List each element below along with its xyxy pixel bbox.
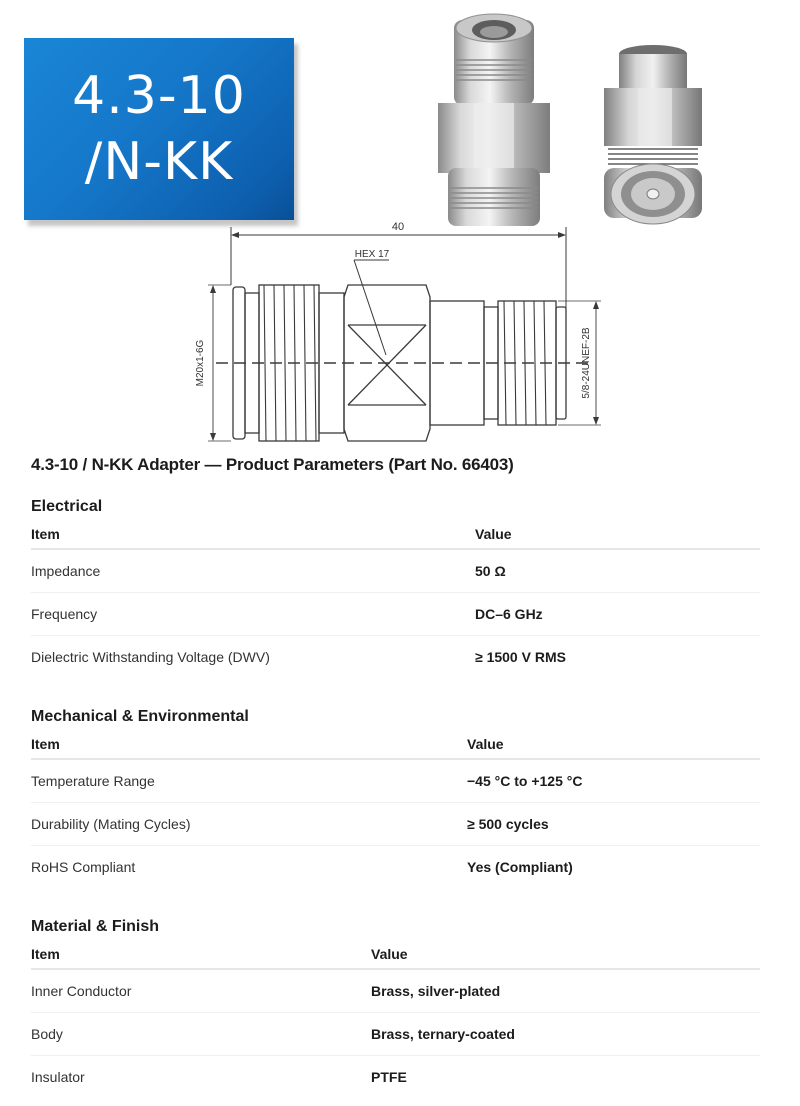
row-value: Brass, silver-plated [371, 969, 760, 1012]
row-item: Insulator [31, 1068, 85, 1085]
section-mechanical-environmental [31, 705, 760, 888]
badge-line-1: 4.3-10 [72, 66, 246, 126]
section-title: Mechanical & Environmental [31, 708, 249, 725]
table-row [31, 802, 760, 845]
table-row [31, 1012, 760, 1055]
spec-table-mechanical [31, 729, 760, 888]
product-hero [0, 0, 800, 440]
page-title: 4.3-10 / N-KK Adapter — Product Parameters (Part No. 66403) [31, 455, 514, 474]
table-row [31, 759, 760, 802]
row-item: Temperature Range [31, 759, 467, 802]
section-title: Electrical [31, 498, 103, 515]
table-row [31, 969, 760, 1012]
badge-line-2: /N-KK [84, 132, 234, 192]
spec-table-material [31, 939, 760, 1098]
product-photo-n-female-side [434, 8, 554, 230]
row-value: ≥ 1500 V RMS [475, 648, 566, 665]
section-title: Material & Finish [31, 918, 160, 935]
spec-table-electrical [31, 519, 760, 678]
column-header-value: Value [475, 519, 760, 549]
row-item: Impedance [31, 549, 475, 592]
table-row [31, 1055, 760, 1098]
table-row [31, 635, 760, 678]
column-header-value: Value [371, 939, 760, 969]
dimension-length: 40 [391, 221, 405, 233]
technical-drawing [186, 215, 616, 445]
product-name-badge [24, 38, 294, 220]
column-header-value: Value [467, 729, 760, 759]
product-photo-4310-female-side [598, 44, 708, 228]
column-header-item: Item [31, 729, 467, 759]
table-header [31, 519, 760, 549]
left-thread-label: M20x1-6G [195, 339, 206, 387]
row-value: Brass, ternary-coated [371, 1012, 760, 1055]
column-header-item: Item [31, 519, 475, 549]
table-row [31, 845, 760, 888]
row-item: Frequency [31, 592, 475, 635]
row-item: Dielectric Withstanding Voltage (DWV) [31, 648, 270, 665]
table-row [31, 592, 760, 635]
section-electrical [31, 495, 760, 678]
row-value: Yes (Compliant) [467, 858, 573, 875]
row-value: −45 °C to +125 °C [467, 759, 760, 802]
row-item: Durability (Mating Cycles) [31, 802, 467, 845]
row-item: RoHS Compliant [31, 858, 136, 875]
row-item: Inner Conductor [31, 969, 371, 1012]
row-item: Body [31, 1012, 371, 1055]
row-value: ≥ 500 cycles [467, 802, 760, 845]
table-header [31, 939, 760, 969]
hex-label: HEX 17 [354, 249, 390, 260]
row-value: DC–6 GHz [475, 592, 760, 635]
table-row [31, 549, 760, 592]
right-thread-label: 5/8-24UNEF-2B [581, 327, 592, 399]
table-header [31, 729, 760, 759]
column-header-item: Item [31, 939, 371, 969]
section-material-finish [31, 915, 760, 1098]
row-value: PTFE [371, 1068, 407, 1085]
row-value: 50 Ω [475, 549, 760, 592]
